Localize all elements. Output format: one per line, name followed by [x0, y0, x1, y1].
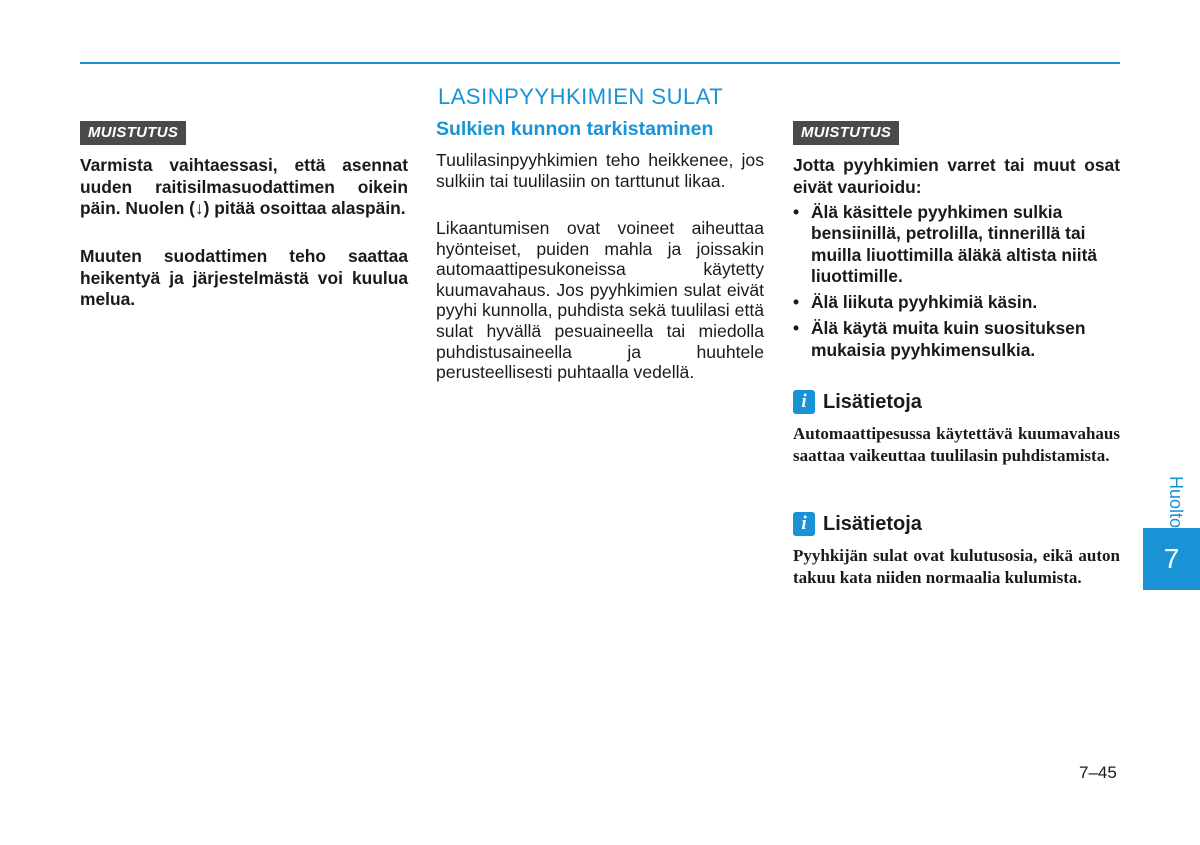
info-heading: [793, 389, 922, 415]
caution-badge: MUISTUTUS: [80, 121, 186, 145]
info-icon: i: [793, 512, 815, 536]
caution-intro: Jotta pyyhkimien varret tai muut osat eivät vaurioidu:: [793, 155, 1120, 197]
list-item-text: Älä käsittele pyyhkimen sulkia bensiinillä, petrolilla, tinnerillä tai muilla liuottimilla äläkä altista niitä liuottimille.: [811, 202, 1098, 286]
chapter-number: 7: [1163, 543, 1180, 574]
caution-badge: MUISTUTUS: [793, 121, 899, 145]
info-title: Lisätietoja: [823, 390, 922, 413]
list-item: [793, 202, 1120, 287]
list-item: [793, 292, 1120, 313]
caution-paragraph: Varmista vaihtaessasi, että asennat uuden raitisilmasuodattimen oikein päin. Nuolen (↓) pitää osoittaa alaspäin.: [80, 155, 408, 218]
list-item-text: Älä käytä muita kuin suosituksen mukaisia pyyhkimensulkia.: [811, 318, 1086, 360]
bullet-icon: •: [793, 292, 800, 313]
chapter-tab: [1143, 528, 1200, 590]
info-text: Automaattipesussa käytettävä kuumavahaus saattaa vaikeuttaa tuulilasin puhdistamista.: [793, 424, 1120, 465]
info-title: Lisätietoja: [823, 512, 922, 535]
subheading: Sulkien kunnon tarkistaminen: [436, 118, 714, 140]
chapter-label: Huolto: [1166, 476, 1186, 529]
info-heading: [793, 511, 922, 537]
body-paragraph: Tuulilasinpyyhkimien teho heikkenee, jos sulkiin tai tuulilasiin on tarttunut likaa.: [436, 150, 764, 191]
info-text: Pyyhkijän sulat ovat kulutusosia, eikä auton takuu kata niiden normaalia kulumista.: [793, 546, 1120, 587]
caution-paragraph: Muuten suodattimen teho saattaa heikentyä ja järjestelmästä voi kuulua melua.: [80, 246, 408, 309]
list-item-text: Älä liikuta pyyhkimiä käsin.: [811, 292, 1038, 313]
page-number: 7–45: [1079, 763, 1117, 782]
bullet-icon: •: [793, 318, 800, 339]
bullet-icon: •: [793, 202, 800, 222]
section-title: LASINPYYHKIMIEN SULAT: [438, 84, 724, 109]
info-icon: i: [793, 390, 815, 414]
top-rule: [80, 62, 1120, 64]
caution-list: [793, 202, 1120, 366]
body-paragraph: Likaantumisen ovat voineet aiheuttaa hyönteiset, puiden mahla ja joissakin automaattipesukoneissa käytetty kuumavahaus. Jos pyyhkimien sulat eivät pyyhi kunnolla, puhdista sekä tuulilasi että sulat hyvällä pesuaineella tai miedolla puhdistusaineella ja huuhtele perusteellisesti puhtaalla vedellä.: [436, 218, 764, 383]
list-item: [793, 318, 1120, 361]
